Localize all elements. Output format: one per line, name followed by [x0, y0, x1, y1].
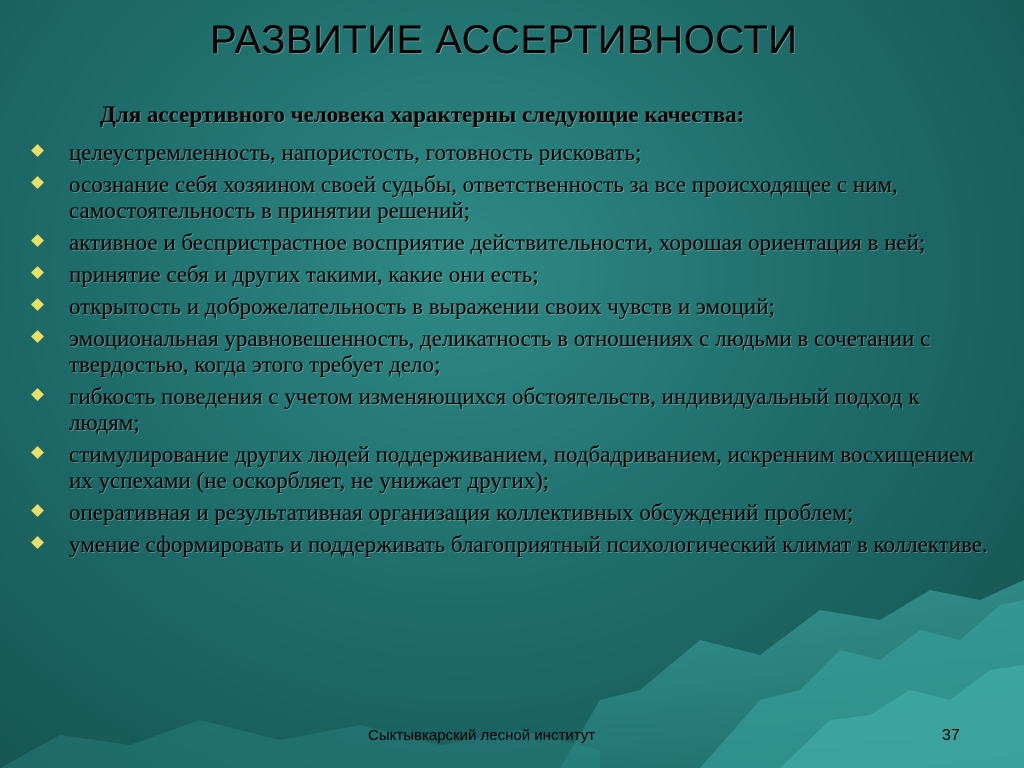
diamond-bullet-icon [31, 298, 44, 311]
diamond-bullet-icon [31, 504, 44, 517]
list-item-text: эмоциональная уравновешенность, деликатность в отношениях с людьми в сочетании с твердостью, когда этого требует дело; [69, 326, 931, 377]
list-item [30, 294, 990, 320]
slide-title: РАЗВИТИЕ АССЕРТИВНОСТИ [210, 18, 798, 62]
list-item [30, 262, 990, 288]
diamond-bullet-icon [31, 266, 44, 279]
diamond-bullet-icon [31, 330, 44, 343]
list-item [30, 172, 990, 224]
list-item-text: гибкость поведения с учетом изменяющихся обстоятельств, индивидуальный подход к людям; [69, 384, 920, 435]
list-item-text: умение сформировать и поддерживать благоприятный психологический климат в коллективе. [69, 532, 988, 557]
list-item-text: осознание себя хозяином своей судьбы, ответственность за все происходящее с ним, самостоятельность в принятии решений; [69, 172, 898, 223]
diamond-bullet-icon [31, 176, 44, 189]
slide-footer: Сыктывкарский лесной институт [368, 727, 596, 744]
diamond-bullet-icon [31, 446, 44, 459]
list-item [30, 384, 990, 436]
list-item [30, 140, 990, 166]
list-item [30, 326, 990, 378]
list-item [30, 230, 990, 256]
list-item [30, 532, 990, 558]
list-item-text: стимулирование других людей поддерживанием, подбадриванием, искренним восхищением их успехами (не оскорбляет, не унижает других); [69, 442, 975, 493]
list-item-text: открытость и доброжелательность в выражении своих чувств и эмоций; [69, 294, 775, 319]
list-item-text: активное и беспристрастное восприятие действительности, хорошая ориентация в ней; [69, 230, 926, 255]
diamond-bullet-icon [31, 234, 44, 247]
page-number: 37 [942, 727, 960, 744]
list-item [30, 500, 990, 526]
bullet-list [30, 140, 990, 564]
list-item [30, 442, 990, 494]
diamond-bullet-icon [31, 144, 44, 157]
list-item-text: целеустремленность, напористость, готовность рисковать; [69, 140, 642, 165]
list-item-text: принятие себя и других такими, какие они есть; [69, 262, 539, 287]
diamond-bullet-icon [31, 388, 44, 401]
list-item-text: оперативная и результативная организация коллективных обсуждений проблем; [69, 500, 854, 525]
slide-subtitle: Для ассертивного человека характерны следующие качества: [100, 102, 745, 127]
diamond-bullet-icon [31, 536, 44, 549]
